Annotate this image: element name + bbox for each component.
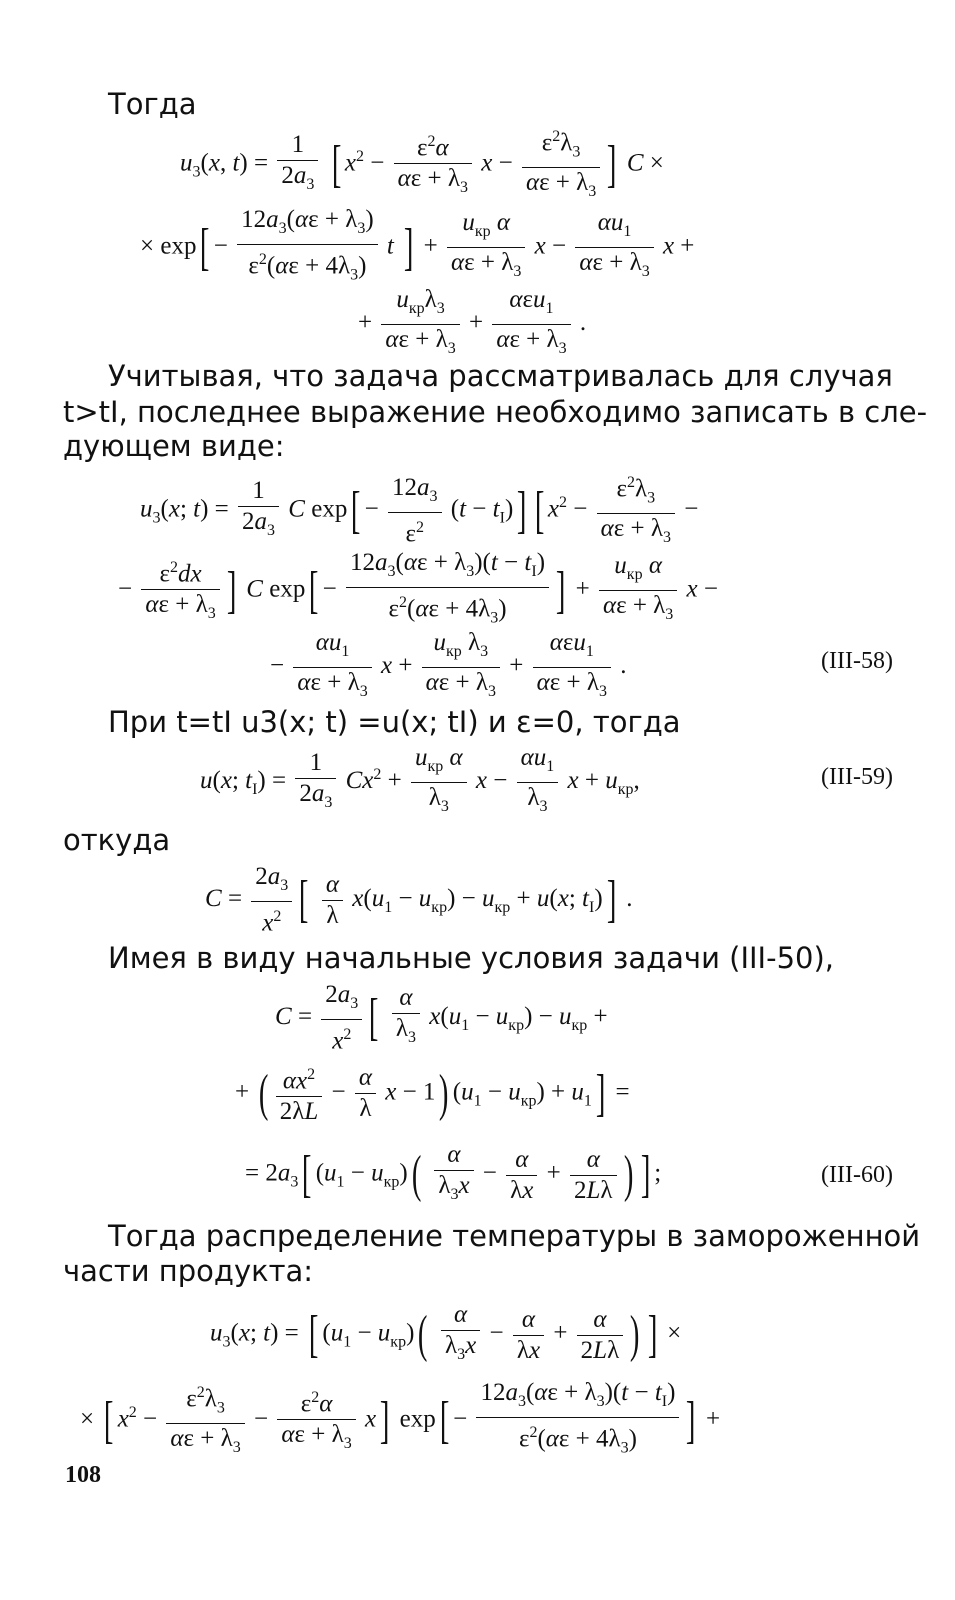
equation-60-line2: + ( $\frac{\alpha x^2}{2\lambda L}$ − $\frac{\alpha}{\lambda}$ x − 1) $(u_1 - u_{кр}) + u_1$] = [235,1060,630,1127]
equation-final-line2: × [ $x^2$ − $\frac{\varepsilon^2\lambda_3}{\alpha\varepsilon + \lambda_3}$ − $\frac{\varepsilon^2\alpha}{\alpha\varepsilon + \lambda_3}$ x] exp[ − $\frac{12a_3(\alpha\varepsilon + \lambda_3)(t - t_I)}{\varepsilon^2(\alpha\varepsilon + 4\lambda_3)}$ ] + [80,1379,721,1457]
paragraph-imeya: Имея в виду начальные условия задачи (III-50), [108,941,835,975]
equation-label-60: (III-60) [821,1162,893,1188]
equation-final-line1: $u_3(x$; t) = [ $(u_1 - u_{кр})$( $\frac{\alpha}{\lambda_3x}$ − $\frac{\alpha}{\lambda x}$ + $\frac{\alpha}{2L\lambda}$ ) ] × [210,1301,682,1364]
paragraph-uchityvaya-2: t>tI, последнее выражение необходимо записать в сле- [63,395,928,429]
equation-label-58: (III-58) [821,648,893,674]
equation-u3-line2: × exp[ − $\frac{12a_3(\alpha\varepsilon + \lambda_3)}{\varepsilon^2(\alpha\varepsilon + 4\lambda_3)}$ t ] + $\frac{u_{кр} \alpha}{\alpha\varepsilon + \lambda_3}$ x − $\frac{\alpha u_1}{\alpha\varepsilon + \lambda_3}$ x + [140,206,695,284]
equation-58-line3: − $\frac{\alpha u_1}{\alpha\varepsilon + \lambda_3}$ x + $\frac{u_{кр} \lambda_3}{\alpha\varepsilon + \lambda_3}$ + $\frac{\alpha\varepsilon u_1}{\alpha\varepsilon + \lambda_3}$ . [270,629,627,700]
equation-58-line1: $u_3(x$; t) = $\frac{1}{2a_3}$ C exp[ − $\frac{12a_3}{\varepsilon^2}$ $(t - t_I)$] [ $x^2$ − $\frac{\varepsilon^2\lambda_3}{\alpha\varepsilon + \lambda_3}$ − [140,468,698,553]
paragraph-togda: Тогда [108,87,197,121]
equation-c: C = $\frac{2a_3}{x^2}$ [ $\frac{\alpha}{\lambda}$ $x(u_1 - u_{кр}) - u_{кр} + u(x$; $t_I$)] . [205,863,633,937]
equation-60-line3: = $2a_3$[ $(u_1 - u_{кр})$( $\frac{\alpha}{\lambda_3x}$ − $\frac{\alpha}{\lambda x}$ + $\frac{\alpha}{2L\lambda}$ ) ] ; [245,1141,662,1204]
paragraph-uchityvaya-1: Учитывая, что задача рассматривалась для случая [108,359,893,393]
paragraph-raspredelenie-1: Тогда распределение температуры в замороженной [108,1219,921,1253]
page-number: 108 [65,1462,101,1488]
equation-u3-line1: $u_3(x$, t) = $\frac{1}{2a_3}$ [ $x^2$ − $\frac{\varepsilon^2\alpha}{\alpha\varepsilon + \lambda_3}$ x − $\frac{\varepsilon^2\lambda_3}{\alpha\varepsilon + \lambda_3}$ ] C × [180,122,664,207]
paragraph-otkuda: откуда [63,823,171,857]
equation-label-59: (III-59) [821,764,893,790]
paragraph-raspredelenie-2: части продукта: [63,1254,314,1288]
equation-60-line1: C = $\frac{2a_3}{x^2}$ [ $\frac{\alpha}{\lambda_3}$ $x(u_1 - u_{кр}) - u_{кр}$ + [275,981,608,1055]
equation-58-line2: − $\frac{\varepsilon^2dx}{\alpha\varepsilon + \lambda_3}$ ] C exp[ − $\frac{12a_3(\alpha\varepsilon + \lambda_3)(t - t_I)}{\varepsilon^2(\alpha\varepsilon + 4\lambda_3)}$ ] + $\frac{u_{кр} \alpha}{\alpha\varepsilon + \lambda_3}$ x − [118,549,719,627]
equation-u3-line3: + $\frac{u_{кр}\lambda_3}{\alpha\varepsilon + \lambda_3}$ + $\frac{\alpha\varepsilon u_1}{\alpha\varepsilon + \lambda_3}$ . [358,286,587,357]
paragraph-pri: При t=tI u3(x; t) =u(x; tI) и ε=0, тогда [108,705,681,739]
equation-59: u(x; $t_I$) = $\frac{1}{2a_3}$ $Cx^2$ + $\frac{u_{кр} \alpha}{\lambda_3}$ x − $\frac{\alpha u_1}{\lambda_3}$ $x + u_{кр}$, [200,744,640,815]
paragraph-uchityvaya-3: дующем виде: [63,429,285,463]
